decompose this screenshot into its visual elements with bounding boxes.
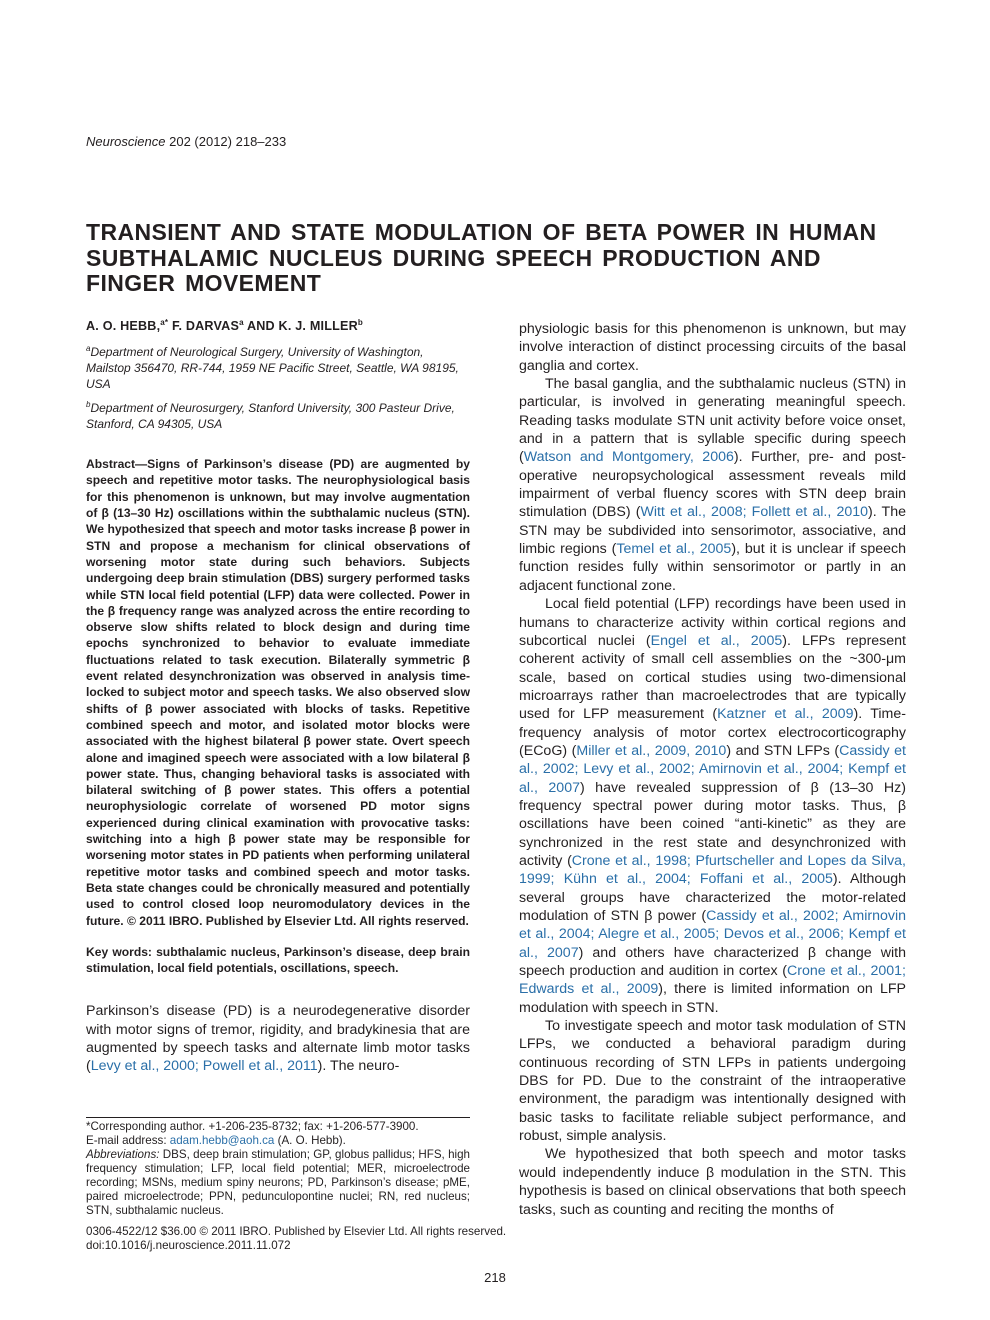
abbreviations-label: Abbreviations: [86, 1148, 160, 1161]
journal-name: Neuroscience [86, 134, 166, 149]
paragraph: physiologic basis for this phenomenon is unknown, but may involve interaction of distinct processing circuits of the basal ganglia and cortex. [519, 321, 906, 374]
author-mark: a [239, 318, 244, 327]
citation-link[interactable]: Levy et al., 2000; Powell et al., 2011 [90, 1058, 318, 1075]
body-text: ), there is limited information on LFP modulation with speech in STN. [519, 981, 906, 1016]
footnotes [86, 1117, 470, 1218]
paragraph: We hypothesized that both speech and motor tasks would independently induce β modulation in the STN. This hypothesis is based on clinical observations that both speech tasks, such as counting and reciting the months of [519, 1146, 906, 1218]
citation-link[interactable]: Temel et al., 2005 [616, 541, 732, 558]
body-text: Parkinson’s disease (PD) is a neurodegenerative disorder with motor signs of tremor, rigidity, and bradykinesia that are augmented by speech tasks and alternate limb motor tasks ( [86, 1003, 470, 1075]
email-label: E-mail address: [86, 1134, 170, 1147]
journal-citation [86, 134, 286, 149]
copyright-block [86, 1225, 506, 1253]
citation-link[interactable]: Miller et al., 2009, 2010 [576, 742, 727, 759]
body-text: Local field potential (LFP) recordings have been used in humans to characterize activity within cortical regions and subcortical nuclei ( [519, 596, 906, 649]
citation-link[interactable]: Crone et al., 1998; Pfurtscheller and Lopes da Silva, 1999; Kühn et al., 2004; Foffani et al., 2005 [519, 852, 906, 888]
email-suffix: (A. O. Hebb). [274, 1134, 346, 1147]
abstract: Abstract—Signs of Parkinson’s disease (PD) are augmented by speech and repetitive motor tasks. The neurophysiological basis for this phenomenon is unknown, but may involve augmentation of β (13–30 Hz) oscillations within the subthalamic nucleus (STN). We hypothesized that speech and motor tasks increase β power in STN and propose a mechanism for clinical observations of worsening motor state during such behaviors. Subjects undergoing deep brain stimulation (DBS) surgery performed tasks while STN local field potential (LFP) data were collected. Power in the β frequency range was analyzed across the entire recording to observe slow shifts related to block design and during time epochs synchronized to behavior to evaluate immediate fluctuations related to task execution. Bilaterally symmetric β event related desynchronization was observed in analysis time-locked to subject motor and speech tasks. We also observed slow shifts of β power associated with blocks of tasks. Repetitive combined speech and motor, and isolated motor blocks were associated with the highest bilateral β power state. Overt speech alone and imagined speech were associated with a low bilateral β power state. Thus, changing behavioral tasks is associated with bilateral switching of β power states. This offers a potential neurophysiologic correlate of worsened PD motor signs experienced during clinical examination with provocative tasks: switching into a high β power state may be responsible for worsening motor states in PD patients when performing unilateral repetitive motor tasks and combined speech and motor tasks. Beta state changes could be chronically measured and potentially used to control closed loop neuromodulatory devices in the future. © 2011 IBRO. Published by Elsevier Ltd. All rights reserved. [86, 457, 470, 928]
affiliation-text: Department of Neurological Surgery, University of Washington, Mailstop 356470, RR-744, 1959 NE Pacific Street, Seattle, WA 98195, USA [86, 345, 459, 392]
affiliation-a [86, 341, 470, 392]
paragraph [519, 375, 906, 595]
body-text: ). The neuro- [317, 1058, 400, 1075]
body-text: ). Time-frequency analysis of motor cortex electrocorticography (ECoG) ( [519, 706, 906, 759]
body-text: ) and others have characterized β change with speech production and audition in cortex ( [519, 944, 906, 980]
body-text: ) and STN LFPs ( [726, 742, 840, 759]
body-text: ). Although several groups have characterized the motor-related modulation of STN β power ( [519, 871, 906, 924]
citation-link[interactable]: Cassidy et al., 2002; Amirnovin et al., 2004; Alegre et al., 2005; Devos et al., 2006; Kempf et al., 2007 [519, 908, 907, 961]
author-name: F. DARVAS [168, 319, 240, 334]
intro-paragraph [86, 1002, 470, 1075]
keywords: Key words: subthalamic nucleus, Parkinson’s disease, deep brain stimulation, local field potentials, oscillations, speech. [86, 944, 470, 976]
abbreviations-note [86, 1148, 470, 1218]
doi-line: doi:10.1016/j.neuroscience.2011.11.072 [86, 1239, 291, 1252]
author-name: A. O. HEBB, [86, 319, 161, 334]
article-title: TRANSIENT AND STATE MODULATION OF BETA POWER IN HUMAN SUBTHALAMIC NUCLEUS DURING SPEECH PRODUCTION AND FINGER MOVEMENT [86, 219, 877, 296]
author-name: AND K. J. MILLER [243, 319, 358, 334]
page-number: 218 [484, 1270, 506, 1285]
paragraph: To investigate speech and motor task modulation of STN LFPs, we conducted a behavioral paradigm during continuous recording of STN LFPs in patients undergoing DBS for PD. Due to the constraint of the intraoperative environment, the paradigm was intentionally designed with basic tasks to facilitate reliable subject performance, and robust, simple analysis. [519, 1018, 906, 1145]
author-list [86, 318, 470, 333]
citation-link[interactable]: Katzner et al., 2009 [717, 706, 854, 723]
body-text: ) have revealed suppression of β (13–30 Hz) frequency spectral power during motor tasks. Thus, β oscillations have been coined “anti-kinetic” as they are synchronized in the rest state and desynchronized with activity ( [519, 779, 906, 869]
body-text: ), but it is unclear if speech function resides fully within sensorimotor or partly in an adjacent functional zone. [519, 541, 906, 594]
citation-link[interactable]: Witt et al., 2008; Follett et al., 2010 [640, 504, 869, 521]
abbreviations-text: DBS, deep brain stimulation; GP, globus pallidus; HFS, high frequency stimulation; LFP, local field potential; MER, microelectrode recording; MSNs, medium spiny neurons; PD, Parkinson’s disease; pME, paired microelectrode; PPN, pedunculopontine nuclei; RN, red nucleus; STN, subthalamic nucleus. [86, 1148, 470, 1217]
corresponding-author-note: *Corresponding author. +1-206-235-8732; fax: +1-206-577-3900. [86, 1120, 419, 1133]
author-mark: b [357, 318, 363, 327]
body-text: ). Further, pre- and post-operative neuropsychological assessment reveals mild impairment of verbal fluency scores with STN deep brain stimulation (DBS) ( [519, 449, 906, 521]
citation-link[interactable]: Crone et al., 2001; Edwards et al., 2009 [519, 963, 906, 998]
citation-link[interactable]: Engel et al., 2005 [650, 632, 783, 649]
left-column [86, 318, 470, 1076]
affiliation-b [86, 397, 470, 432]
affiliation-mark: b [86, 400, 91, 410]
body-text: ). LFPs represent coherent activity of small cell assemblies on the ~300-μm scale, based on cortical studies using two-dimensional microarrays rather than macroelectrodes that are typically used for LFP measurement ( [519, 632, 906, 723]
author-mark: a* [160, 318, 169, 327]
email-note [86, 1134, 470, 1148]
body-text: The basal ganglia, and the subthalamic nucleus (STN) in particular, is involved in generating meaningful speech. Reading tasks modulate STN unit activity before voice onset, and in a pattern that is syllable specific during speech ( [519, 376, 906, 466]
citation-link[interactable]: Watson and Montgomery, 2006 [523, 449, 734, 466]
affiliation-text: Department of Neurosurgery, Stanford University, 300 Pasteur Drive, Stanford, CA 94305, USA [86, 401, 455, 432]
citation-link[interactable]: Cassidy et al., 2002; Levy et al., 2002; Amirnovin et al., 2004; Kempf et al., 2007 [519, 742, 907, 796]
body-text: ). The STN may be subdivided into sensorimotor, associative, and limbic regions ( [519, 504, 907, 558]
right-column [519, 320, 906, 1219]
email-link[interactable]: adam.hebb@aoh.ca [169, 1134, 275, 1147]
paragraph [519, 595, 906, 1017]
copyright-line: 0306-4522/12 $36.00 © 2011 IBRO. Published by Elsevier Ltd. All rights reserved. [86, 1225, 507, 1238]
affiliation-mark: a [86, 344, 91, 354]
journal-volume: 202 (2012) 218–233 [165, 134, 287, 149]
